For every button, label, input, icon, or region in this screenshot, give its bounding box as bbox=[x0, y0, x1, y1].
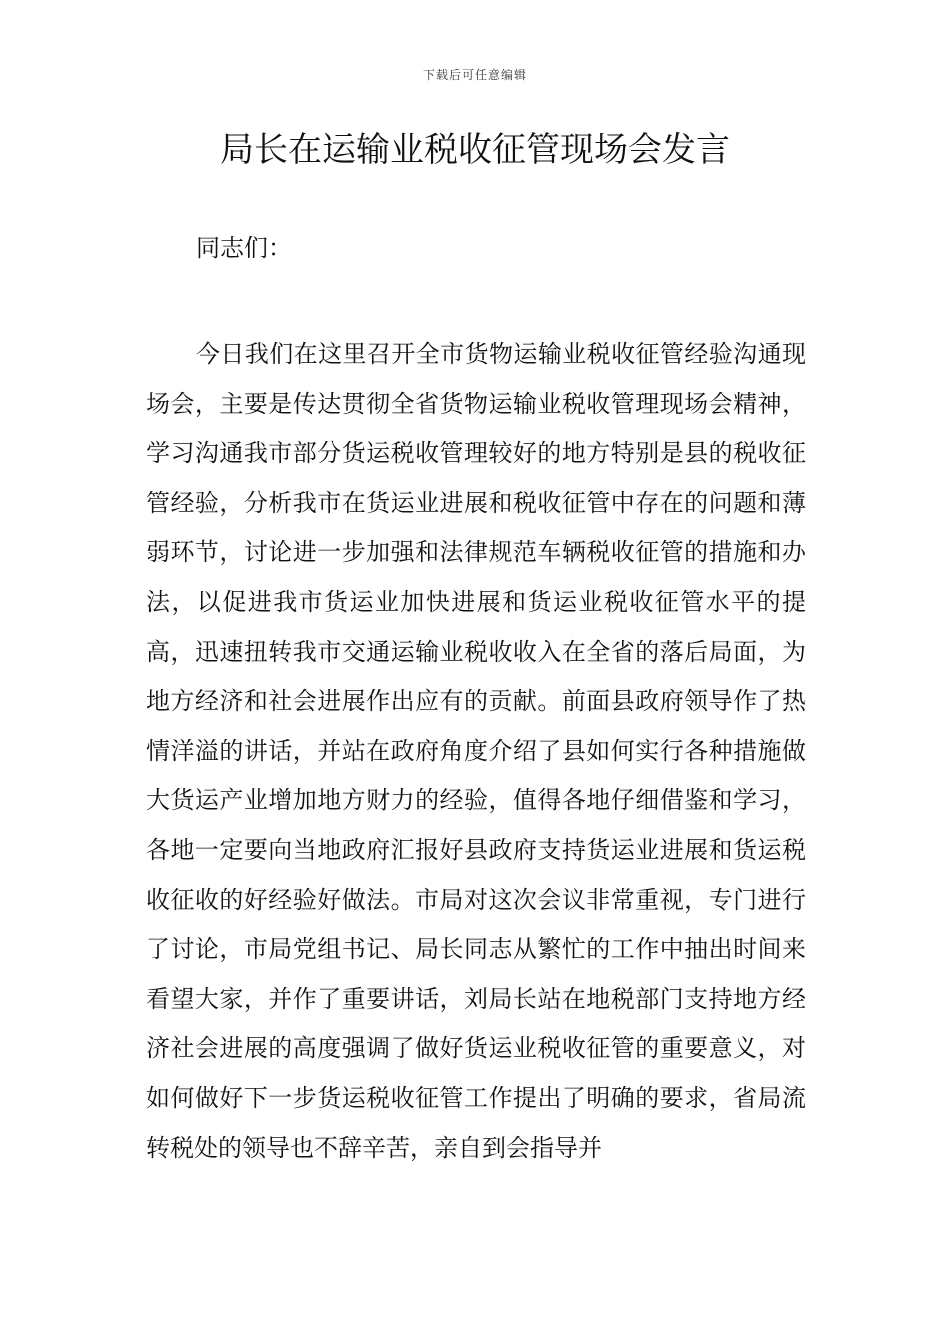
header-note: 下载后可任意编辑 bbox=[422, 68, 527, 82]
salutation: 同志们： bbox=[196, 234, 292, 262]
document-title: 局长在运输业税收征管现场会发言 bbox=[220, 130, 730, 170]
body-paragraph: 今日我们在这里召开全市货物运输业税收征管经验沟通现场会，主要是传达贯彻全省货物运输业税收管理现场会精神，学习沟通我市部分货运税收管理较好的地方特别是县的税收征管经验，分析我市在货运业进展和税收征管中存在的问题和薄弱环节，讨论进一步加强和法律规范车辆税收征管的措施和办法，以促进我市货运业加快进展和货运业税收征管水平的提高，迅速扭转我市交通运输业税收收入在全省的落后局面，为地方经济和社会进展作出应有的贡献。前面县政府领导作了热情洋溢的讲话，并站在政府角度介绍了县如何实行各种措施做大货运产业增加地方财力的经验，值得各地仔细借鉴和学习，各地一定要向当地政府汇报好县政府支持货运业进展和货运税收征收的好经验好做法。市局对这次会议非常重视，专门进行了讨论，市局党组书记、局长同志从繁忙的工作中抽出时间来看望大家，并作了重要讲话，刘局长站在地税部门支持地方经济社会进展的高度强调了做好货运业税收征管的重要意义，对如何做好下一步货运税收征管工作提出了明确的要求，省局流转税处的领导也不辞辛苦，亲自到会指导并 bbox=[146, 340, 806, 1162]
